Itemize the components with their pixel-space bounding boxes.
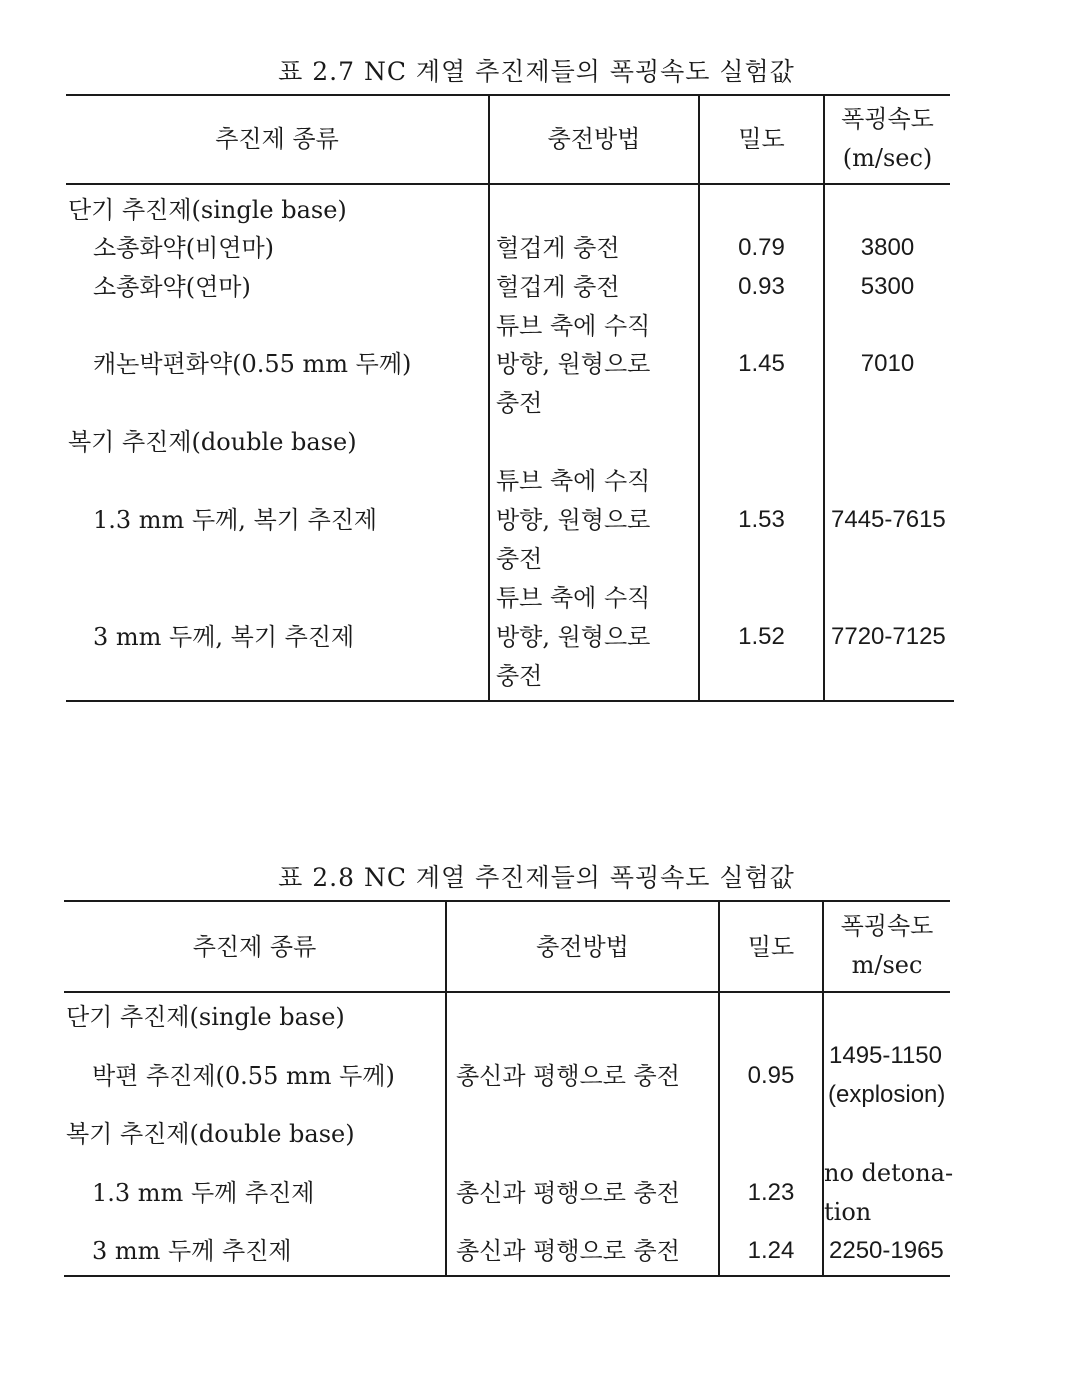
table-2-8-row1-velocity-line2: (explosion) — [828, 1081, 946, 1108]
table-2-7-row3-density: 1.45 — [738, 350, 785, 377]
table-2-7-row1-type: 소총화약(비연마) — [93, 234, 275, 262]
table-2-7-row3-method-line1: 튜브 축에 수직 — [496, 312, 651, 340]
table-2-7-row3-type: 캐논박편화약(0.55 mm 두께) — [93, 350, 412, 378]
table-2-7-row1-method: 헐겁게 충전 — [496, 234, 620, 262]
table-2-7-row1-density: 0.79 — [738, 234, 785, 261]
table-2-7-row5-type: 3 mm 두께, 복기 추진제 — [93, 623, 355, 651]
table-2-7-header-density: 밀도 — [738, 125, 785, 153]
table-2-7-group-single-base: 단기 추진제(single base) — [68, 196, 347, 224]
table-2-8-group-double-base: 복기 추진제(double base) — [66, 1120, 355, 1148]
table-2-8-header-velocity: 폭굉속도 — [840, 912, 934, 940]
table-2-8-top-rule — [64, 900, 950, 902]
table-2-7-header-method: 충전방법 — [547, 125, 641, 153]
table-2-8-row1-type: 박편 추진제(0.55 mm 두께) — [92, 1062, 395, 1090]
table-2-7-row3-method-line2: 방향, 원형으로 — [496, 350, 651, 378]
table-2-7-col-divider-3 — [823, 94, 825, 702]
table-2-7-row5-method-line1: 튜브 축에 수직 — [496, 584, 651, 612]
table-2-7-group-double-base: 복기 추진제(double base) — [68, 428, 357, 456]
table-2-8-row3-velocity: 2250-1965 — [829, 1237, 944, 1264]
table-2-7-row5-method-line2: 방향, 원형으로 — [496, 623, 651, 651]
table-2-7-top-rule — [66, 94, 950, 96]
table-2-7-row4-type: 1.3 mm 두께, 복기 추진제 — [93, 506, 378, 534]
table-2-7-row3-velocity: 7010 — [860, 350, 915, 377]
table-2-7-row1-velocity: 3800 — [860, 234, 915, 261]
table-2-7-row2-method: 헐겁게 충전 — [496, 273, 620, 301]
table-2-8-header-velocity-unit: m/sec — [851, 951, 923, 979]
table-2-8-header-method: 충전방법 — [536, 933, 629, 961]
table-2-7-col-divider-1 — [488, 94, 490, 702]
table-2-8-row3-method: 총신과 평행으로 충전 — [456, 1237, 680, 1265]
table-2-8-group-single-base: 단기 추진제(single base) — [66, 1003, 345, 1031]
table-2-7-row3-method-line3: 충전 — [496, 389, 543, 417]
table-2-8-row1-velocity-line1: 1495-1150 — [829, 1042, 942, 1069]
table-2-7-row4-method-line3: 충전 — [496, 545, 543, 573]
table-2-8-row1-method: 총신과 평행으로 충전 — [456, 1062, 680, 1090]
table-2-8-header-rule — [64, 991, 950, 993]
table-2-7-row4-method-line2: 방향, 원형으로 — [496, 506, 651, 534]
table-2-8-row1-density: 0.95 — [747, 1062, 795, 1089]
table-2-8-header-type: 추진제 종류 — [192, 933, 317, 961]
table-2-7-row4-method-line1: 튜브 축에 수직 — [496, 467, 651, 495]
table-2-8-row2-density: 1.23 — [747, 1179, 795, 1206]
table-2-8-row2-velocity-line2: tion — [824, 1198, 872, 1226]
table-2-8-row2-type: 1.3 mm 두께 추진제 — [92, 1179, 315, 1207]
table-2-8-row3-type: 3 mm 두께 추진제 — [92, 1237, 292, 1265]
table-2-8-header-density: 밀도 — [747, 933, 795, 961]
table-2-7-row4-density: 1.53 — [738, 506, 785, 533]
table-2-7-row5-velocity: 7720-7125 — [831, 623, 946, 650]
table-2-7-bottom-rule — [66, 700, 954, 702]
table-2-7-header-rule — [66, 183, 950, 185]
table-2-7-row5-method-line3: 충전 — [496, 662, 543, 690]
table-2-8-caption: 표 2.8 NC 계열 추진제들의 폭굉속도 실험값 — [278, 863, 795, 892]
table-2-8-row2-velocity-line1: no detona- — [824, 1159, 954, 1187]
table-2-7-col-divider-2 — [698, 94, 700, 702]
table-2-7-row2-velocity: 5300 — [860, 273, 915, 300]
table-2-7-header-velocity-unit: (m/sec) — [842, 144, 933, 172]
table-2-7-row2-density: 0.93 — [738, 273, 785, 300]
table-2-8-row2-method: 총신과 평행으로 충전 — [456, 1179, 680, 1207]
table-2-7-caption: 표 2.7 NC 계열 추진제들의 폭굉속도 실험값 — [278, 57, 795, 86]
table-2-7-row2-type: 소총화약(연마) — [93, 273, 251, 301]
table-2-7-header-velocity: 폭굉속도 — [841, 105, 934, 133]
table-2-7-row5-density: 1.52 — [738, 623, 785, 650]
table-2-7-header-type: 추진제 종류 — [215, 125, 339, 153]
table-2-7-row4-velocity: 7445-7615 — [831, 506, 946, 533]
table-2-8-bottom-rule — [64, 1275, 950, 1277]
table-2-8-row3-density: 1.24 — [747, 1237, 795, 1264]
